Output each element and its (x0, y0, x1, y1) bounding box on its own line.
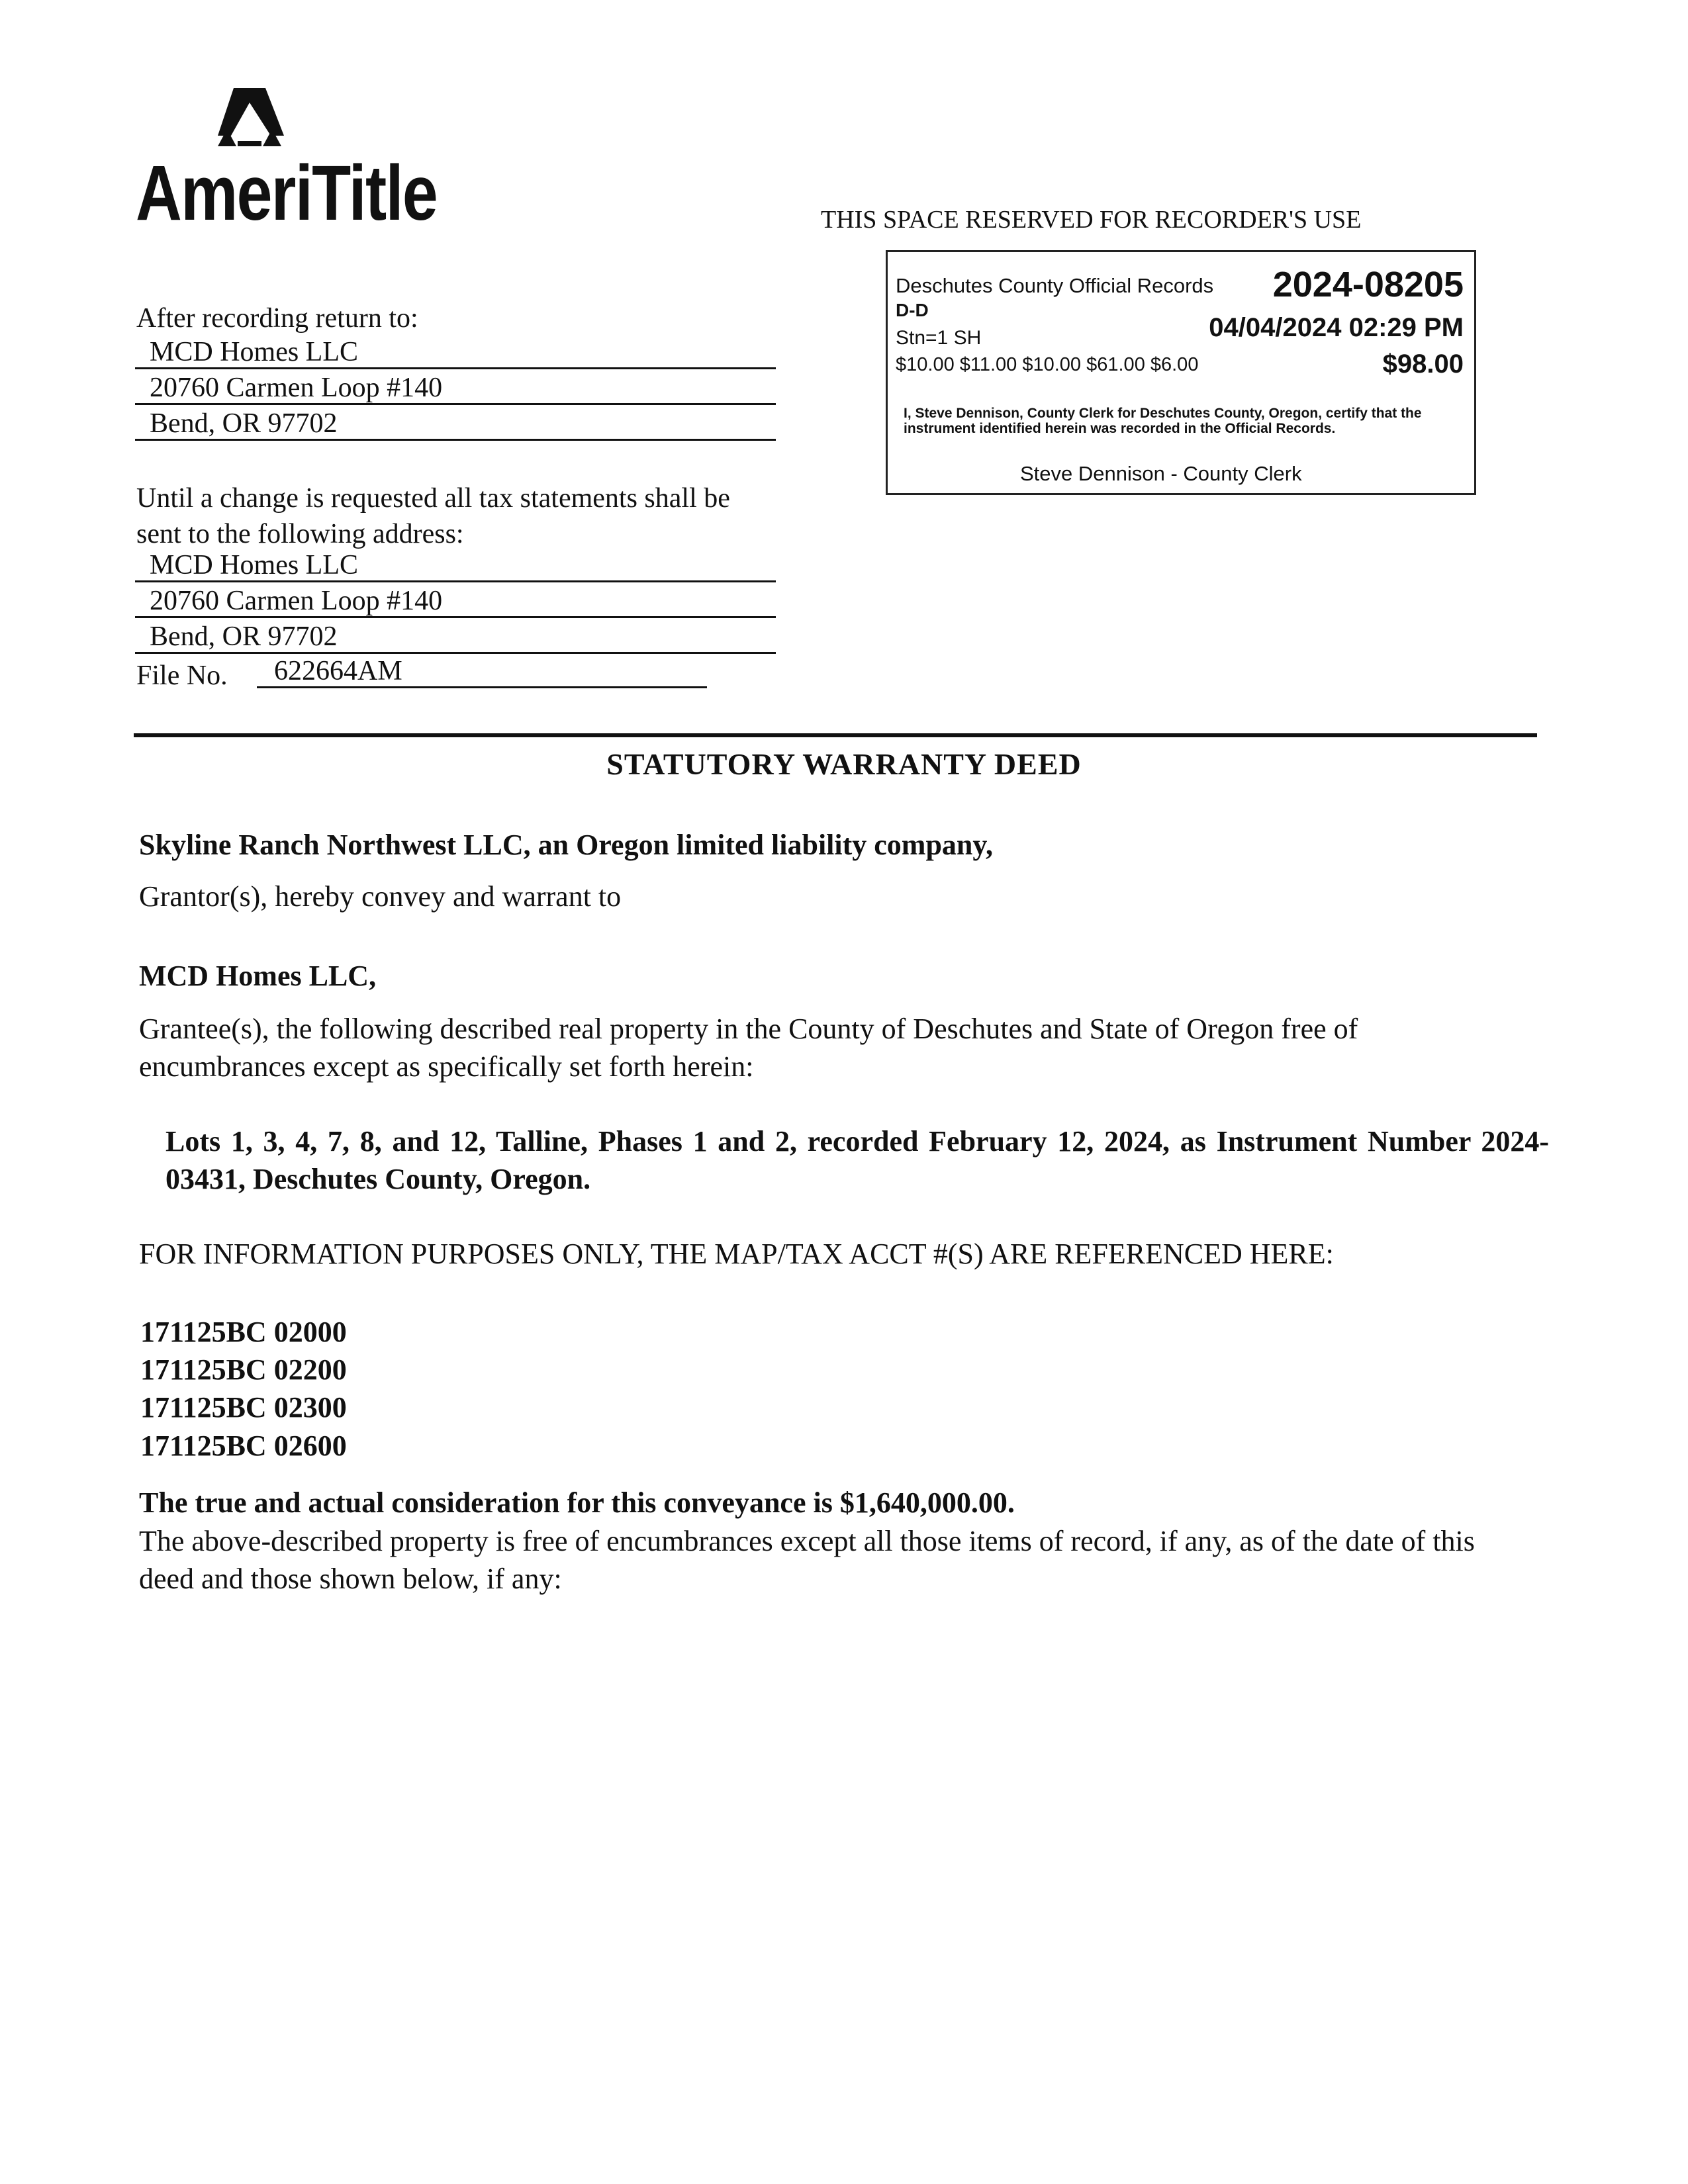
recorder-space-header: THIS SPACE RESERVED FOR RECORDER'S USE (821, 206, 1362, 234)
station-code: Stn=1 SH (896, 327, 982, 349)
tax-account-list (140, 1313, 347, 1465)
return-to-line (135, 336, 776, 369)
return-to-line (135, 372, 776, 405)
return-to-name: MCD Homes LLC (150, 337, 358, 367)
grantor-clause: Grantor(s), hereby convey and warrant to (139, 880, 622, 913)
return-to-city: Bend, OR 97702 (150, 408, 338, 439)
file-number-line (257, 655, 707, 688)
tax-statements-label-1: Until a change is requested all tax statements shall be (136, 483, 730, 514)
recording-fees: $10.00 $11.00 $10.00 $61.00 $6.00 (896, 354, 1199, 375)
tax-account-item: 171125BC 02000 (140, 1316, 347, 1348)
ameritite-logo (136, 83, 467, 235)
document-type: D-D (896, 300, 929, 320)
tax-address-line (135, 585, 776, 618)
tax-address-line (135, 621, 776, 654)
clerk-certification: I, Steve Dennison, County Clerk for Deschutes County, Oregon, certify that the instrument identified herein was recorded in the Official Records. (904, 406, 1422, 437)
return-to-label: After recording return to: (136, 303, 418, 334)
deed-title: STATUTORY WARRANTY DEED (606, 747, 1082, 781)
tax-address-street: 20760 Carmen Loop #140 (150, 586, 443, 616)
return-to-line (135, 408, 776, 441)
county-records-label: Deschutes County Official Records (896, 274, 1214, 297)
file-number-value: 622664AM (274, 656, 402, 686)
grantee-clause: Grantee(s), the following described real property in the County of Deschutes and State of Oregon free of encumbrances except as specifically set forth herein: (139, 1013, 1358, 1083)
consideration-statement: The true and actual consideration for this conveyance is $1,640,000.00. (139, 1486, 1015, 1519)
information-statement: FOR INFORMATION PURPOSES ONLY, THE MAP/TAX ACCT #(S) ARE REFERENCED HERE: (139, 1238, 1334, 1270)
return-to-street: 20760 Carmen Loop #140 (150, 373, 443, 403)
recorded-datetime: 04/04/2024 02:29 PM (1209, 313, 1464, 342)
tax-address-line (135, 549, 776, 582)
tax-address-city: Bend, OR 97702 (150, 621, 338, 652)
tax-statements-label-2: sent to the following address: (136, 519, 464, 549)
legal-description: Lots 1, 3, 4, 7, 8, and 12, Talline, Phases 1 and 2, recorded February 12, 2024, as Instrument Number 2024-03431, Deschutes County, Oregon. (165, 1125, 1549, 1196)
tax-account-item: 171125BC 02600 (140, 1429, 347, 1462)
clerk-signature: Steve Dennison - County Clerk (1020, 462, 1302, 485)
tax-account-item: 171125BC 02200 (140, 1353, 347, 1387)
recorder-stamp-box (886, 250, 1476, 495)
tax-account-item: 171125BC 02300 (140, 1391, 347, 1424)
recording-total: $98.00 (1382, 349, 1464, 379)
grantee-name: MCD Homes LLC, (139, 960, 377, 992)
file-number-label: File No. (136, 660, 228, 691)
grantor-name: Skyline Ranch Northwest LLC, an Oregon limited liability company, (139, 829, 993, 861)
tax-address-name: MCD Homes LLC (150, 550, 358, 580)
ameritite-triangle-icon (194, 83, 326, 156)
section-divider (134, 733, 1537, 737)
instrument-number: 2024-08205 (1272, 265, 1464, 304)
encumbrances-statement: The above-described property is free of encumbrances except all those items of record, if any, as of the date of this deed and those shown below, if any: (139, 1525, 1475, 1596)
logo-wordmark: AmeriTitle (136, 150, 438, 237)
